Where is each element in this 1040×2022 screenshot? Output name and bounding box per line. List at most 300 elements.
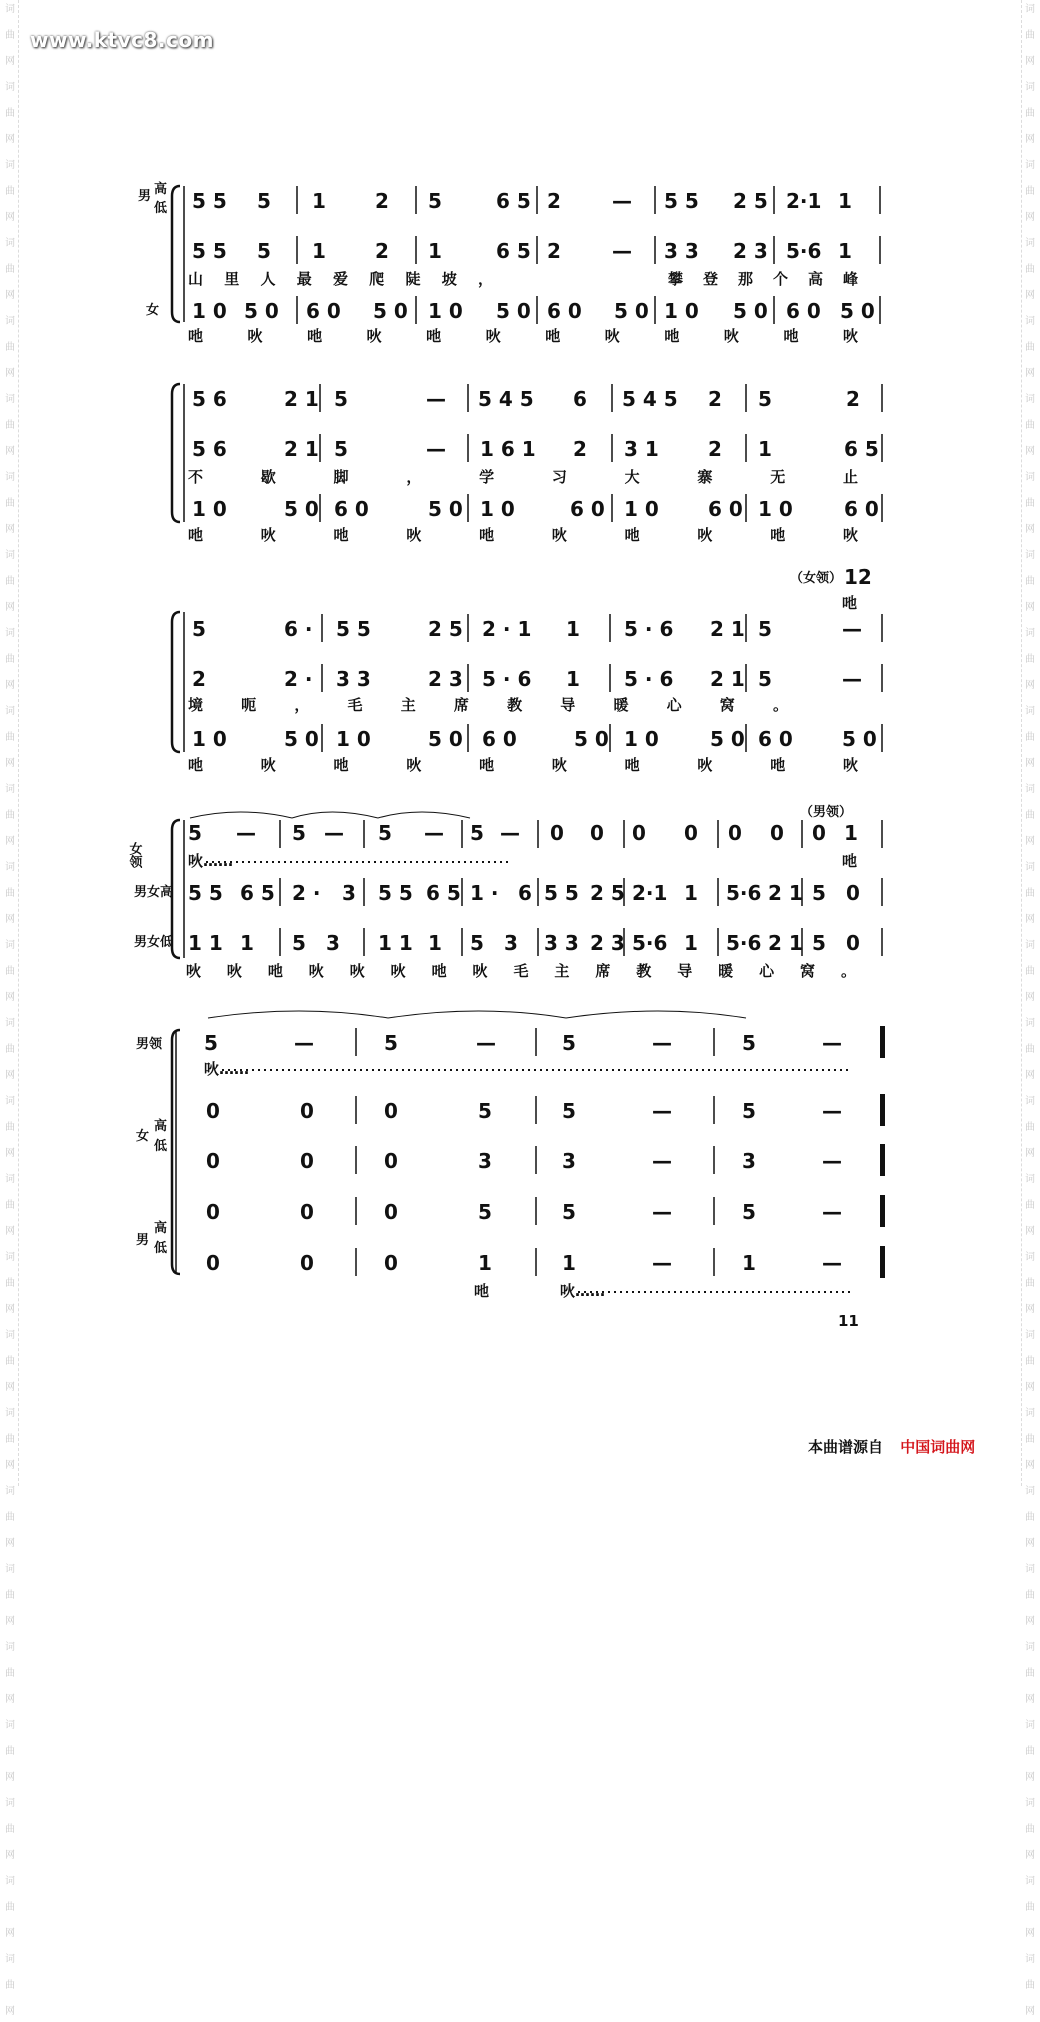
svg-text:0: 0 xyxy=(300,1099,314,1123)
svg-text:5 6: 5 6 xyxy=(192,437,227,461)
edge-mark-char: 网 xyxy=(1025,2006,1035,2017)
lyric-line: 吔吙吔吙吔吙吔吙吔吙吔吙 xyxy=(188,327,858,345)
svg-text:2·1: 2·1 xyxy=(632,881,668,905)
svg-text:1: 1 xyxy=(684,881,698,905)
edge-mark-char: 词 xyxy=(5,1018,15,1029)
svg-text:1 0: 1 0 xyxy=(664,299,699,323)
svg-text:2·1: 2·1 xyxy=(786,189,822,213)
svg-text:5: 5 xyxy=(812,931,826,955)
svg-text:5: 5 xyxy=(478,1099,492,1123)
svg-text:2: 2 xyxy=(192,667,206,691)
edge-mark-char: 网 xyxy=(1025,1070,1035,1081)
svg-text:2: 2 xyxy=(708,387,722,411)
svg-text:—: — xyxy=(652,1200,672,1224)
svg-text:2 3: 2 3 xyxy=(428,667,463,691)
svg-text:3: 3 xyxy=(342,881,356,905)
svg-text:5·6: 5·6 xyxy=(726,881,762,905)
svg-text:0: 0 xyxy=(384,1099,398,1123)
label-male: 男 xyxy=(136,1233,150,1248)
edge-mark-char: 词 xyxy=(5,1174,15,1185)
edge-mark-char: 曲 xyxy=(1025,108,1035,119)
label-female-lead: 女领 xyxy=(126,842,142,868)
edge-mark-char: 词 xyxy=(5,1486,15,1497)
edge-mark-char: 词 xyxy=(5,394,15,405)
lyric-line: 吙吙吔吙吙吙吔吙毛主席教导暖心窝。 xyxy=(186,962,856,980)
svg-text:—: — xyxy=(822,1099,842,1123)
svg-text:2 1: 2 1 xyxy=(768,881,803,905)
svg-text:5 0: 5 0 xyxy=(284,497,319,521)
edge-mark-char: 词 xyxy=(5,628,15,639)
svg-text:6 0: 6 0 xyxy=(708,497,743,521)
svg-text:0: 0 xyxy=(384,1149,398,1173)
edge-mark-char: 网 xyxy=(1025,1460,1035,1471)
label-male: 男 xyxy=(138,189,152,204)
svg-text:1 0: 1 0 xyxy=(428,299,463,323)
svg-text:1: 1 xyxy=(684,931,698,955)
edge-mark-char: 词 xyxy=(5,4,15,15)
row-male-low xyxy=(192,236,880,264)
label-high: 高 xyxy=(154,182,168,197)
label-female: 女 xyxy=(136,1129,150,1144)
male-lead-label: （男领） xyxy=(800,805,853,820)
svg-text:3: 3 xyxy=(326,931,340,955)
svg-text:—: — xyxy=(476,1031,496,1055)
row-female xyxy=(192,724,882,752)
svg-text:2 1: 2 1 xyxy=(710,667,745,691)
edge-mark-char: 词 xyxy=(5,1954,15,1965)
svg-text:—: — xyxy=(294,1031,314,1055)
svg-text:—: — xyxy=(500,821,520,845)
svg-text:1 6 1: 1 6 1 xyxy=(480,437,536,461)
svg-text:1 1: 1 1 xyxy=(378,931,413,955)
label-high: 高 xyxy=(154,1119,168,1134)
svg-text:2 3: 2 3 xyxy=(733,239,768,263)
svg-text:3: 3 xyxy=(742,1149,756,1173)
svg-text:1: 1 xyxy=(566,617,580,641)
label-high: 高 xyxy=(154,1221,168,1236)
svg-text:5: 5 xyxy=(428,189,442,213)
edge-mark-char: 曲 xyxy=(5,1824,15,1835)
svg-text:—: — xyxy=(426,437,446,461)
edge-mark-char: 曲 xyxy=(1025,576,1035,587)
svg-text:2 5: 2 5 xyxy=(590,881,625,905)
edge-mark-char: 曲 xyxy=(1025,1200,1035,1211)
footer-source xyxy=(808,1436,975,1457)
edge-mark-char: 网 xyxy=(5,1694,15,1705)
edge-mark-char: 词 xyxy=(5,238,15,249)
row-male-high xyxy=(192,614,882,642)
label-female: 女 xyxy=(146,303,160,318)
svg-text:5 0: 5 0 xyxy=(428,497,463,521)
edge-mark-char: 词 xyxy=(1025,316,1035,327)
edge-mark-char: 词 xyxy=(1025,628,1035,639)
svg-text:6 5: 6 5 xyxy=(426,881,461,905)
svg-text:—: — xyxy=(822,1149,842,1173)
edge-mark-char: 词 xyxy=(1025,1174,1035,1185)
edge-mark-char: 网 xyxy=(5,1070,15,1081)
edge-mark-char: 曲 xyxy=(1025,1044,1035,1055)
edge-mark-char: 曲 xyxy=(1025,1902,1035,1913)
svg-text:—: — xyxy=(652,1149,672,1173)
svg-text:5: 5 xyxy=(188,821,202,845)
edge-mark-char: 词 xyxy=(1025,1642,1035,1653)
edge-mark-char: 网 xyxy=(5,1148,15,1159)
svg-text:0: 0 xyxy=(206,1099,220,1123)
edge-mark-char: 词 xyxy=(5,1876,15,1887)
svg-text:2: 2 xyxy=(375,189,389,213)
svg-text:6 0: 6 0 xyxy=(334,497,369,521)
edge-mark-char: 曲 xyxy=(1025,1434,1035,1445)
edge-mark-char: 网 xyxy=(1025,1772,1035,1783)
female-lead-notes: 12 xyxy=(844,565,872,589)
svg-text:5: 5 xyxy=(334,387,348,411)
edge-mark-char: 网 xyxy=(1025,1304,1035,1315)
site-watermark: www.ktvc8.com xyxy=(30,28,214,52)
edge-mark-char: 曲 xyxy=(1025,888,1035,899)
row-male-low xyxy=(192,434,882,462)
svg-text:5: 5 xyxy=(192,617,206,641)
lyric-line: 吔 xyxy=(474,1282,490,1300)
svg-text:6 ·: 6 · xyxy=(284,617,313,641)
edge-mark-char: 网 xyxy=(1025,1382,1035,1393)
edge-mark-char: 曲 xyxy=(5,30,15,41)
edge-mark-char: 词 xyxy=(5,706,15,717)
edge-mark-char: 词 xyxy=(1025,1252,1035,1263)
svg-text:5: 5 xyxy=(562,1031,576,1055)
row-male-high xyxy=(192,384,882,412)
label-mixed-low: 男女低 xyxy=(134,935,174,950)
edge-mark-char: 词 xyxy=(1025,1096,1035,1107)
row-male-high xyxy=(206,1195,885,1227)
edge-mark-char: 词 xyxy=(1025,706,1035,717)
svg-text:5 5: 5 5 xyxy=(192,189,227,213)
edge-mark-char: 网 xyxy=(5,1382,15,1393)
edge-mark-char: 曲 xyxy=(5,888,15,899)
edge-mark-char: 网 xyxy=(1025,914,1035,925)
female-lead-label: （女领） xyxy=(790,571,843,586)
svg-text:1 0: 1 0 xyxy=(480,497,515,521)
edge-mark-char: 网 xyxy=(1025,212,1035,223)
svg-text:5: 5 xyxy=(257,239,271,263)
svg-text:2 1: 2 1 xyxy=(284,387,319,411)
svg-text:5: 5 xyxy=(562,1200,576,1224)
female-lead-lyric: 吔 xyxy=(842,594,858,612)
lyric-line: 山里人最爱爬陡坡， xyxy=(188,270,493,288)
edge-mark-char: 曲 xyxy=(1025,1746,1035,1757)
svg-text:5 · 6: 5 · 6 xyxy=(624,667,674,691)
edge-mark-char: 曲 xyxy=(5,1668,15,1679)
edge-mark-char: 网 xyxy=(5,212,15,223)
svg-text:1 0: 1 0 xyxy=(336,727,371,751)
footer-site-name: 中国词曲网 xyxy=(900,1438,976,1456)
edge-mark-char: 曲 xyxy=(1025,420,1035,431)
edge-mark-char: 网 xyxy=(5,1772,15,1783)
edge-mark-char: 网 xyxy=(5,992,15,1003)
svg-text:2 5: 2 5 xyxy=(733,189,768,213)
svg-text:1 0: 1 0 xyxy=(192,497,227,521)
svg-text:2 ·: 2 · xyxy=(292,881,321,905)
edge-mark-char: 网 xyxy=(5,680,15,691)
svg-text:2 5: 2 5 xyxy=(428,617,463,641)
svg-text:2: 2 xyxy=(547,239,561,263)
svg-text:5 0: 5 0 xyxy=(373,299,408,323)
label-low: 低 xyxy=(154,201,168,216)
edge-mark-char: 网 xyxy=(1025,992,1035,1003)
svg-text:3 1: 3 1 xyxy=(624,437,659,461)
svg-text:5 0: 5 0 xyxy=(842,727,877,751)
row-female-high xyxy=(206,1094,885,1126)
svg-text:5: 5 xyxy=(292,931,306,955)
system-brace xyxy=(172,186,180,322)
svg-text:6 5: 6 5 xyxy=(496,189,531,213)
edge-mark-char: 曲 xyxy=(5,1590,15,1601)
edge-mark-char: 曲 xyxy=(5,1044,15,1055)
svg-text:0: 0 xyxy=(770,821,784,845)
svg-text:—: — xyxy=(842,617,862,641)
edge-mark-char: 曲 xyxy=(5,966,15,977)
svg-text:5 5: 5 5 xyxy=(544,881,579,905)
svg-text:5: 5 xyxy=(758,667,772,691)
svg-text:5·6: 5·6 xyxy=(726,931,762,955)
system-1 xyxy=(138,181,880,345)
svg-text:—: — xyxy=(426,387,446,411)
svg-text:0: 0 xyxy=(846,881,860,905)
edge-mark-char: 网 xyxy=(1025,1226,1035,1237)
edge-mark-char: 网 xyxy=(1025,134,1035,145)
edge-mark-char: 词 xyxy=(5,862,15,873)
svg-text:5: 5 xyxy=(758,617,772,641)
svg-text:0: 0 xyxy=(846,931,860,955)
svg-text:0: 0 xyxy=(300,1200,314,1224)
svg-text:5: 5 xyxy=(470,931,484,955)
svg-text:—: — xyxy=(612,239,632,263)
svg-text:3 3: 3 3 xyxy=(336,667,371,691)
edge-mark-char: 曲 xyxy=(5,654,15,665)
edge-mark-char: 词 xyxy=(5,940,15,951)
system-2 xyxy=(172,384,882,544)
edge-mark-char: 网 xyxy=(1025,836,1035,847)
lyric-line: 吔 xyxy=(842,852,858,870)
lyric-line: 吙…… xyxy=(560,1282,606,1300)
svg-text:—: — xyxy=(424,821,444,845)
edge-mark-char: 词 xyxy=(1025,550,1035,561)
svg-text:5 5: 5 5 xyxy=(192,239,227,263)
edge-mark-char: 词 xyxy=(5,550,15,561)
edge-mark-char: 网 xyxy=(1025,1538,1035,1549)
svg-text:2 ·: 2 · xyxy=(284,667,313,691)
svg-text:0: 0 xyxy=(728,821,742,845)
svg-text:1 0: 1 0 xyxy=(192,727,227,751)
edge-mark-char: 词 xyxy=(1025,4,1035,15)
svg-text:1 0: 1 0 xyxy=(192,299,227,323)
svg-text:6 0: 6 0 xyxy=(306,299,341,323)
edge-mark-char: 网 xyxy=(5,368,15,379)
edge-mark-char: 网 xyxy=(1025,1850,1035,1861)
edge-mark-char: 词 xyxy=(5,82,15,93)
svg-text:5 5: 5 5 xyxy=(378,881,413,905)
edge-mark-char: 曲 xyxy=(1025,1668,1035,1679)
svg-text:1: 1 xyxy=(312,189,326,213)
svg-text:5: 5 xyxy=(812,881,826,905)
label-low: 低 xyxy=(154,1139,168,1154)
edge-mark-char: 词 xyxy=(1025,1954,1035,1965)
edge-mark-char: 网 xyxy=(5,524,15,535)
edge-mark-char: 曲 xyxy=(1025,264,1035,275)
svg-text:5 0: 5 0 xyxy=(574,727,609,751)
svg-text:6 0: 6 0 xyxy=(844,497,879,521)
svg-text:5 · 6: 5 · 6 xyxy=(624,617,674,641)
svg-text:5 0: 5 0 xyxy=(496,299,531,323)
row-male-lead xyxy=(204,1026,885,1058)
svg-text:1 0: 1 0 xyxy=(758,497,793,521)
edge-mark-char: 网 xyxy=(5,56,15,67)
svg-text:5: 5 xyxy=(742,1031,756,1055)
edge-mark-char: 曲 xyxy=(1025,498,1035,509)
edge-mark-char: 词 xyxy=(1025,472,1035,483)
svg-text:0: 0 xyxy=(300,1251,314,1275)
svg-text:6 0: 6 0 xyxy=(547,299,582,323)
svg-text:6 0: 6 0 xyxy=(570,497,605,521)
svg-text:5: 5 xyxy=(334,437,348,461)
edge-mark-char: 曲 xyxy=(5,1746,15,1757)
edge-mark-char: 词 xyxy=(5,1564,15,1575)
edge-mark-char: 网 xyxy=(1025,1616,1035,1627)
edge-mark-char: 曲 xyxy=(1025,732,1035,743)
edge-mark-char: 曲 xyxy=(1025,810,1035,821)
row-male-high xyxy=(192,186,880,214)
edge-mark-char: 词 xyxy=(5,1798,15,1809)
edge-mark-char: 曲 xyxy=(5,1902,15,1913)
system-5 xyxy=(136,1011,885,1300)
edge-mark-char: 词 xyxy=(1025,1876,1035,1887)
edge-mark-char: 网 xyxy=(5,1928,15,1939)
edge-mark-char: 词 xyxy=(1025,784,1035,795)
edge-mark-char: 曲 xyxy=(5,732,15,743)
row-male-low xyxy=(192,664,882,692)
edge-mark-char: 词 xyxy=(5,1642,15,1653)
edge-mark-char: 网 xyxy=(5,758,15,769)
edge-mark-char: 曲 xyxy=(5,1980,15,1991)
edge-mark-char: 词 xyxy=(5,1408,15,1419)
edge-mark-char: 曲 xyxy=(5,108,15,119)
svg-text:—: — xyxy=(822,1251,842,1275)
svg-text:0: 0 xyxy=(632,821,646,845)
edge-mark-char: 曲 xyxy=(1025,30,1035,41)
svg-text:5: 5 xyxy=(384,1031,398,1055)
svg-text:1: 1 xyxy=(428,239,442,263)
svg-text:5 5: 5 5 xyxy=(188,881,223,905)
row-female-low xyxy=(206,1144,885,1176)
svg-text:1: 1 xyxy=(758,437,772,461)
edge-mark-char: 词 xyxy=(1025,940,1035,951)
edge-mark-char: 曲 xyxy=(1025,1590,1035,1601)
edge-mark-char: 词 xyxy=(5,472,15,483)
edge-mark-char: 网 xyxy=(5,134,15,145)
svg-text:1: 1 xyxy=(844,821,858,845)
edge-mark-char: 网 xyxy=(5,1226,15,1237)
lyric-line: 吔吙吔吙吔吙吔吙吔吙 xyxy=(188,756,858,774)
svg-text:6 0: 6 0 xyxy=(786,299,821,323)
edge-mark-char: 曲 xyxy=(5,576,15,587)
edge-mark-char: 曲 xyxy=(5,810,15,821)
edge-mark-char: 词 xyxy=(5,1252,15,1263)
edge-mark-char: 网 xyxy=(1025,524,1035,535)
edge-mark-char: 网 xyxy=(5,1850,15,1861)
svg-text:1: 1 xyxy=(566,667,580,691)
row-female xyxy=(192,296,880,324)
svg-text:2: 2 xyxy=(846,387,860,411)
svg-text:2 1: 2 1 xyxy=(284,437,319,461)
svg-text:—: — xyxy=(652,1251,672,1275)
svg-text:0: 0 xyxy=(300,1149,314,1173)
svg-text:0: 0 xyxy=(206,1200,220,1224)
edge-mark-char: 网 xyxy=(1025,56,1035,67)
svg-text:5: 5 xyxy=(470,821,484,845)
svg-text:0: 0 xyxy=(206,1251,220,1275)
edge-mark-char: 网 xyxy=(1025,290,1035,301)
edge-mark-char: 曲 xyxy=(5,342,15,353)
svg-text:5: 5 xyxy=(292,821,306,845)
edge-mark-char: 词 xyxy=(1025,1330,1035,1341)
svg-text:1 0: 1 0 xyxy=(624,727,659,751)
edge-mark-char: 网 xyxy=(5,446,15,457)
edge-mark-char: 曲 xyxy=(1025,186,1035,197)
svg-text:6: 6 xyxy=(573,387,587,411)
edge-mark-char: 网 xyxy=(1025,1694,1035,1705)
svg-text:0: 0 xyxy=(384,1200,398,1224)
svg-text:5 0: 5 0 xyxy=(284,727,319,751)
svg-text:5: 5 xyxy=(742,1200,756,1224)
row-female xyxy=(192,494,882,522)
edge-mark-char: 网 xyxy=(5,914,15,925)
svg-text:—: — xyxy=(236,821,256,845)
svg-text:—: — xyxy=(842,667,862,691)
edge-mark-char: 曲 xyxy=(5,1200,15,1211)
edge-mark-char: 词 xyxy=(1025,1798,1035,1809)
edge-mark-char: 词 xyxy=(1025,1564,1035,1575)
svg-text:6 0: 6 0 xyxy=(482,727,517,751)
svg-text:5: 5 xyxy=(378,821,392,845)
svg-text:6 0: 6 0 xyxy=(758,727,793,751)
edge-mark-char: 网 xyxy=(5,836,15,847)
svg-text:—: — xyxy=(822,1031,842,1055)
label-male-lead: 男领 xyxy=(136,1037,163,1052)
svg-text:—: — xyxy=(652,1099,672,1123)
svg-text:1: 1 xyxy=(428,931,442,955)
edge-mark-char: 网 xyxy=(1025,602,1035,613)
edge-mark-char: 网 xyxy=(1025,1928,1035,1939)
edge-mark-char: 网 xyxy=(1025,1148,1035,1159)
svg-text:5 5: 5 5 xyxy=(664,189,699,213)
edge-mark-char: 词 xyxy=(1025,82,1035,93)
svg-text:5 4 5: 5 4 5 xyxy=(622,387,678,411)
svg-text:2: 2 xyxy=(708,437,722,461)
svg-text:2 3: 2 3 xyxy=(590,931,625,955)
svg-text:5 4 5: 5 4 5 xyxy=(478,387,534,411)
svg-text:0: 0 xyxy=(590,821,604,845)
svg-text:5 0: 5 0 xyxy=(428,727,463,751)
edge-mark-char: 网 xyxy=(1025,446,1035,457)
edge-mark-char: 词 xyxy=(1025,1018,1035,1029)
edge-mark-char: 曲 xyxy=(5,1512,15,1523)
edge-mark-char: 网 xyxy=(1025,758,1035,769)
lyric-line: 境呃，毛主席教导暖心窝。 xyxy=(188,696,788,714)
svg-text:5: 5 xyxy=(257,189,271,213)
svg-text:2: 2 xyxy=(573,437,587,461)
edge-mark-char: 词 xyxy=(1025,1408,1035,1419)
edge-mark-char: 曲 xyxy=(1025,654,1035,665)
svg-text:5 0: 5 0 xyxy=(244,299,279,323)
